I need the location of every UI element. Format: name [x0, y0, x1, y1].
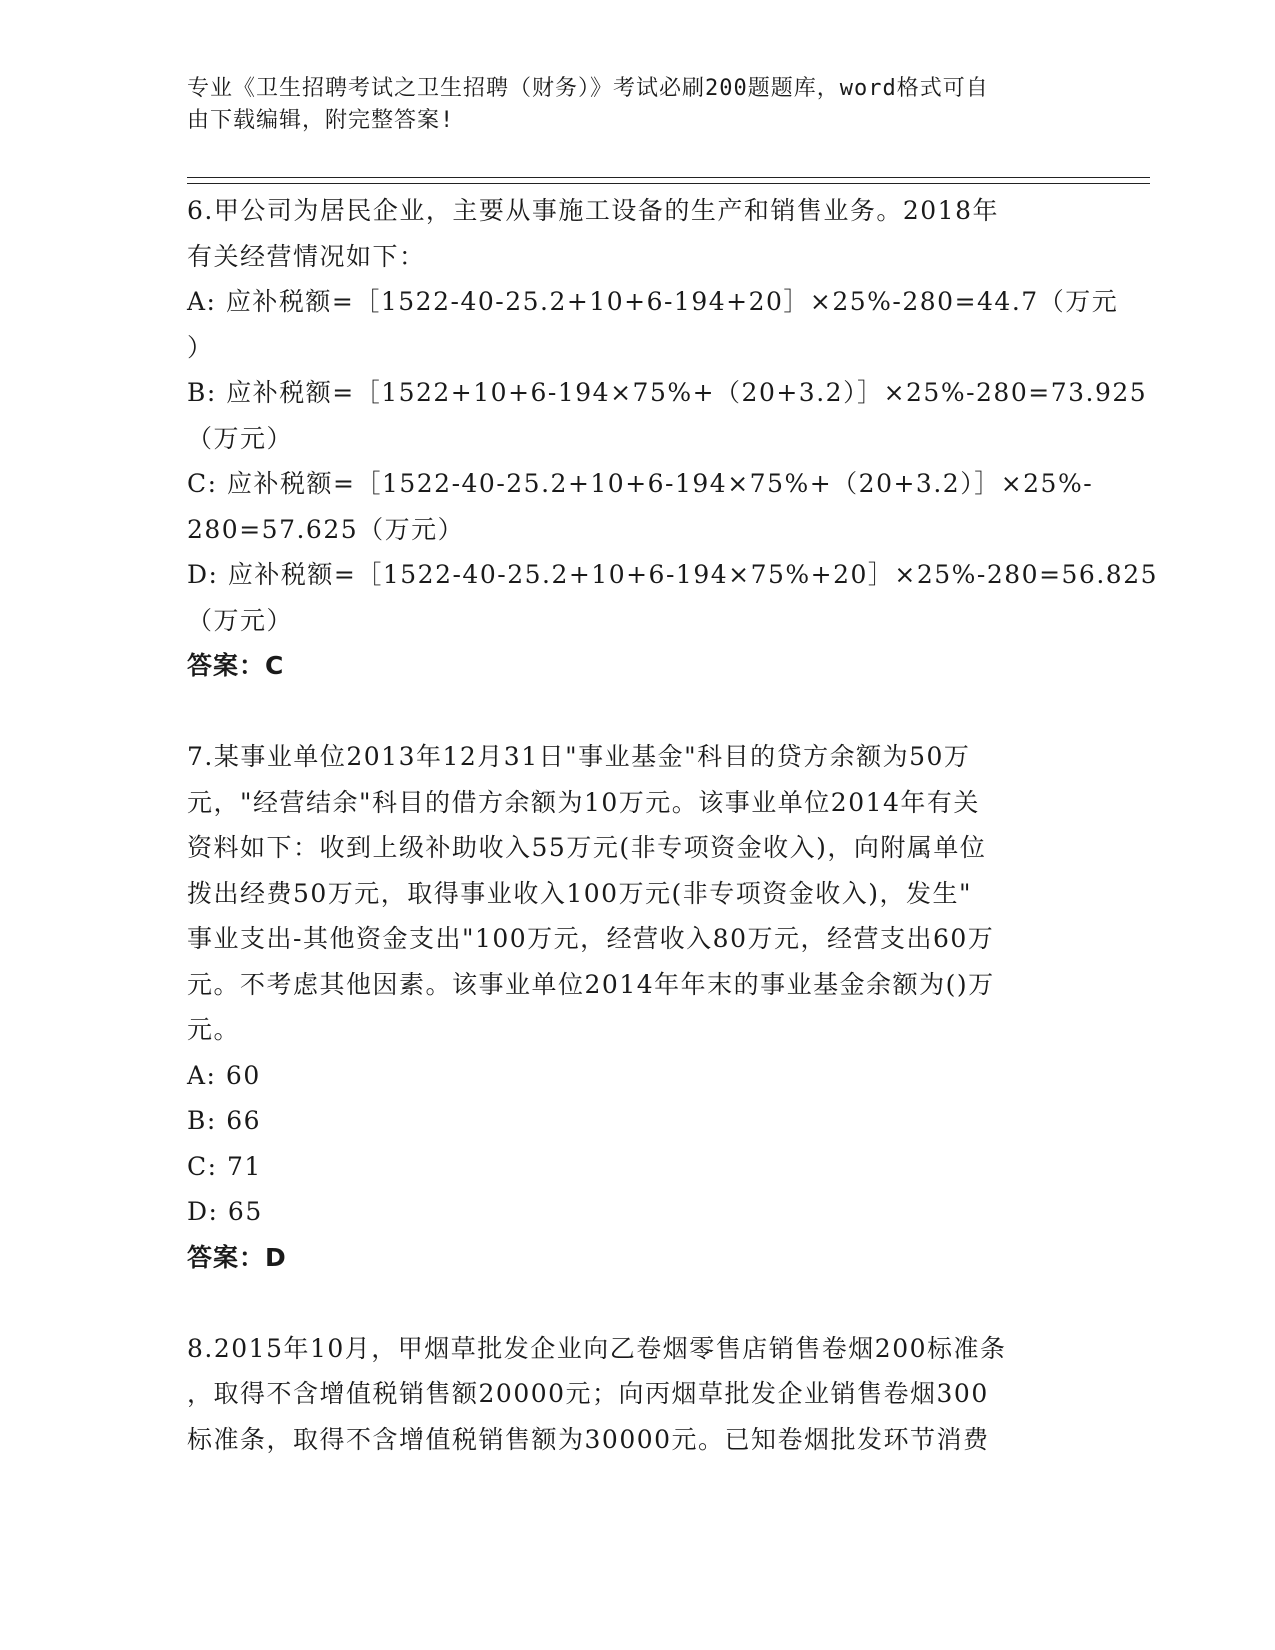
spacer — [187, 1280, 1077, 1326]
question-6-line: 有关经营情况如下： — [187, 241, 426, 271]
option-c-line: C: 应补税额=［1522-40-25.2+10+6-194×75%+（20+3.2）］×25%- — [187, 469, 1094, 498]
document-header — [187, 73, 1087, 137]
question-8-line: ，取得不含增值税销售额20000元；向丙烟草批发企业销售卷烟300 — [187, 1379, 989, 1408]
question-7-line: 元，"经营结余"科目的借方余额为10万元。该事业单位2014年有关 — [187, 787, 980, 817]
header-divider-bottom — [187, 183, 1150, 184]
question-8-line: 8.2015年10月，甲烟草批发企业向乙卷烟零售店销售卷烟200标准条 — [187, 1333, 1007, 1363]
option-b-line: B: 66 — [187, 1106, 262, 1135]
option-b-line: （万元） — [187, 423, 294, 453]
question-7-line: 资料如下：收到上级补助收入55万元(非专项资金收入)，向附属单位 — [187, 833, 987, 862]
header-line-1: 专业《卫生招聘考试之卫生招聘（财务）》考试必刷200题题库，word格式可自 — [187, 76, 989, 101]
header-divider-top — [187, 177, 1150, 178]
question-7-line: 拨出经费50万元，取得事业收入100万元(非专项资金收入)，发生" — [187, 878, 973, 908]
question-6-line: 6.甲公司为居民企业，主要从事施工设备的生产和销售业务。2018年 — [187, 196, 999, 225]
question-7-line: 元。 — [187, 1015, 241, 1044]
question-7-line: 事业支出-其他资金支出"100万元，经营收入80万元，经营支出60万 — [187, 924, 995, 953]
option-d-line: （万元） — [187, 605, 294, 635]
question-8 — [187, 1326, 1077, 1463]
spacer — [187, 689, 1077, 735]
question-6 — [187, 188, 1159, 689]
question-7 — [187, 734, 1077, 1280]
option-b-line: B: 应补税额=［1522+10+6-194×75%+（20+3.2）］×25%-280=73.925 — [187, 378, 1148, 407]
option-d-line: D: 65 — [187, 1197, 263, 1226]
option-a-line: ） — [187, 332, 214, 362]
header-line-2: 由下载编辑，附完整答案! — [187, 108, 455, 133]
question-7-line: 元。不考虑其他因素。该事业单位2014年年末的事业基金余额为()万 — [187, 969, 995, 999]
question-8-line: 标准条，取得不含增值税销售额为30000元。已知卷烟批发环节消费 — [187, 1424, 990, 1454]
option-d-line: D: 应补税额=［1522-40-25.2+10+6-194×75%+20］×25%-280=56.825 — [187, 560, 1159, 589]
option-c-line: 280=57.625（万元） — [187, 514, 465, 544]
question-7-line: 7.某事业单位2013年12月31日"事业基金"科目的贷方余额为50万 — [187, 742, 971, 771]
option-a-line: A: 应补税额=［1522-40-25.2+10+6-194+20］×25%-280=44.7（万元 — [187, 287, 1119, 316]
option-a-line: A: 60 — [187, 1060, 261, 1090]
question-list — [187, 188, 1159, 1462]
answer-7: 答案：D — [187, 1242, 287, 1272]
answer-6: 答案：C — [187, 651, 285, 680]
option-c-line: C: 71 — [187, 1151, 262, 1181]
